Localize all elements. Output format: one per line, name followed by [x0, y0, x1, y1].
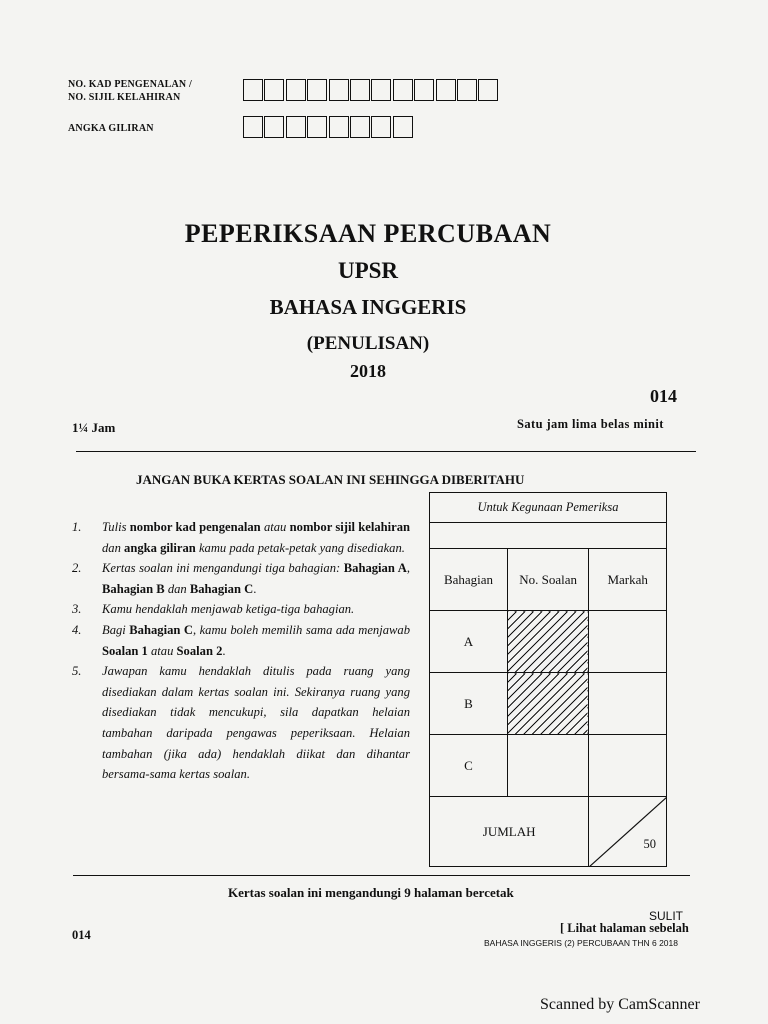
instruction-number: 3.: [72, 602, 82, 617]
index-number-box[interactable]: [243, 116, 263, 138]
ic-number-box[interactable]: [350, 79, 370, 101]
ic-number-box[interactable]: [329, 79, 349, 101]
index-number-box[interactable]: [286, 116, 306, 138]
instruction-text: Kertas soalan ini mengandungi tiga bahagian: Bahagian A, Bahagian B dan Bahagian C.: [102, 561, 410, 596]
instruction-text: Tulis nombor kad pengenalan atau nombor sijil kelahiran dan angka giliran kamu pada petak-petak yang disediakan.: [102, 520, 411, 555]
row-a-marks-cell[interactable]: [589, 611, 667, 673]
examiner-table-heading: Untuk Kegunaan Pemeriksa: [430, 493, 667, 523]
duration-words: Satu jam lima belas minit: [517, 417, 664, 431]
ic-number-box[interactable]: [264, 79, 284, 101]
total-max: 50: [643, 837, 656, 851]
row-a-hatched-cell: [507, 611, 588, 673]
footer-code: 014: [72, 928, 91, 942]
row-section-a: A: [430, 611, 508, 673]
index-label: ANGKA GILIRAN: [68, 123, 154, 134]
year-title: 2018: [350, 361, 386, 381]
ic-number-box[interactable]: [414, 79, 434, 101]
row-c-marks-cell[interactable]: [589, 735, 667, 797]
paper-ref: BAHASA INGGERIS (2) PERCUBAAN THN 6 2018: [484, 938, 678, 948]
col-question: No. Soalan: [507, 549, 588, 611]
instructions-list: [72, 517, 410, 785]
col-section: Bahagian: [430, 549, 508, 611]
instruction-item: [72, 620, 410, 661]
bottom-divider: [73, 875, 690, 876]
ic-number-box[interactable]: [478, 79, 498, 101]
ic-label-line-1: NO. KAD PENGENALAN /: [68, 79, 193, 90]
ic-number-box[interactable]: [393, 79, 413, 101]
index-number-box[interactable]: [329, 116, 349, 138]
instruction-text: Kamu hendaklah menjawab ketiga-tiga bahagian.: [102, 602, 355, 617]
index-number-box[interactable]: [393, 116, 413, 138]
instruction-number: 2.: [72, 561, 82, 576]
ic-number-boxes[interactable]: [243, 79, 500, 101]
top-divider: [76, 451, 696, 452]
examiner-table: [429, 492, 667, 867]
row-c-question-cell[interactable]: [507, 735, 588, 797]
ic-label-line-2: NO. SIJIL KELAHIRAN: [68, 92, 181, 103]
total-cell[interactable]: [589, 797, 667, 867]
instruction-number: 1.: [72, 520, 82, 534]
ic-number-box[interactable]: [307, 79, 327, 101]
exam-title: UPSR: [337, 258, 399, 283]
ic-number-box[interactable]: [457, 79, 477, 101]
subject-title: BAHASA INGGERIS: [269, 295, 467, 319]
ic-number-box[interactable]: [436, 79, 456, 101]
index-number-box[interactable]: [371, 116, 391, 138]
next-page: [ Lihat halaman sebelah: [560, 921, 689, 935]
instruction-number: 5.: [72, 664, 82, 679]
scanner-watermark: Scanned by CamScanner: [540, 996, 700, 1013]
ic-label: [68, 78, 192, 104]
instruction-item: [72, 661, 410, 785]
row-section-b: B: [430, 673, 508, 735]
duration: 1¼ Jam: [72, 420, 116, 435]
instruction-number: 4.: [72, 622, 82, 637]
ic-number-box[interactable]: [286, 79, 306, 101]
ic-number-box[interactable]: [371, 79, 391, 101]
instruction-text: Bagi Bahagian C, kamu boleh memilih sama ada menjawab Soalan 1 atau Soalan 2.: [102, 622, 411, 658]
row-b-hatched-cell: [507, 673, 588, 735]
instruction-item: [72, 558, 410, 599]
index-number-boxes[interactable]: [243, 116, 414, 138]
total-diagonal: [589, 797, 667, 867]
row-b-marks-cell[interactable]: [589, 673, 667, 735]
total-label: JUMLAH: [430, 797, 589, 867]
examiner-blank-row: [430, 523, 667, 549]
paper-code: 014: [650, 386, 677, 406]
main-title: PEPERIKSAAN PERCUBAAN: [184, 219, 552, 248]
index-number-box[interactable]: [264, 116, 284, 138]
instruction-item: [72, 599, 410, 620]
instruction-item: [72, 517, 410, 558]
sulit-label: SULIT: [649, 909, 684, 923]
pages-note: Kertas soalan ini mengandungi 9 halaman bercetak: [228, 885, 514, 900]
col-marks: Markah: [589, 549, 667, 611]
index-number-box[interactable]: [350, 116, 370, 138]
instruction-text: Jawapan kamu hendaklah ditulis pada ruang yang disediakan dalam kertas soalan ini. Sekiranya ruang yang disediakan tidak mencukupi, sila dapatkan helaian tambahan daripada pengawas peperiksaan. Helaian tambahan (jika ada) hendaklah diikat dan dihantar bersama-sama kertas soalan.: [102, 664, 410, 782]
paper-title: (PENULISAN): [306, 333, 430, 354]
warning-text: JANGAN BUKA KERTAS SOALAN INI SEHINGGA DIBERITAHU: [136, 472, 525, 487]
ic-number-box[interactable]: [243, 79, 263, 101]
index-number-box[interactable]: [307, 116, 327, 138]
row-section-c: C: [430, 735, 508, 797]
